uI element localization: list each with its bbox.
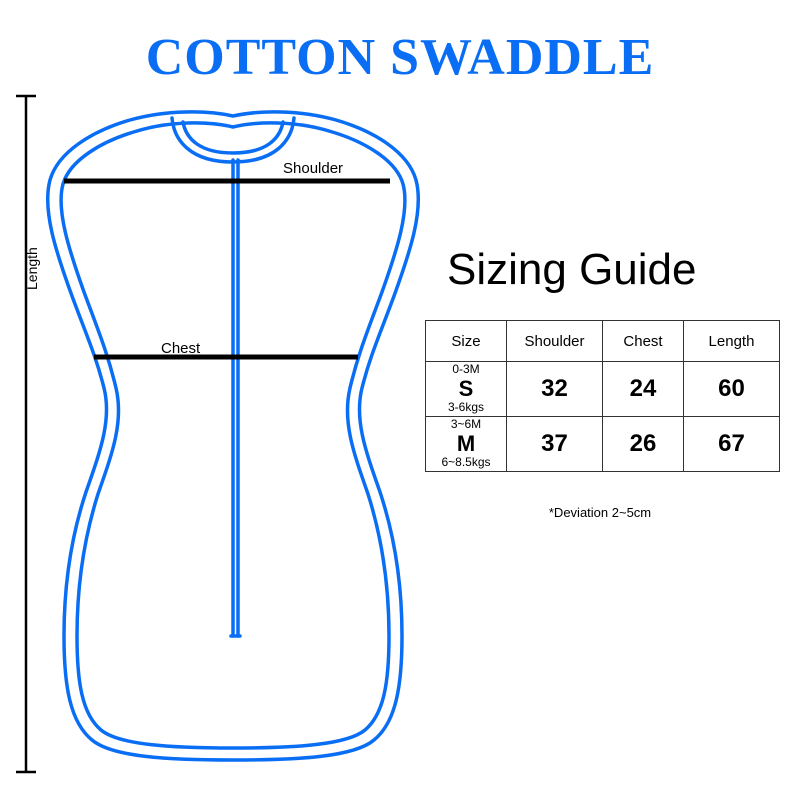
size-age: 3~6M [450, 417, 482, 432]
row-chest-m: 26 [603, 417, 684, 472]
size-letter: S [458, 375, 474, 401]
length-axis [16, 96, 36, 772]
size-letter: M [456, 430, 476, 456]
page-title: COTTON SWADDLE [145, 29, 655, 86]
size-weight: 3-6kgs [447, 400, 485, 415]
row-size-s [426, 362, 507, 417]
row-length-s: 60 [684, 362, 780, 417]
header-chest: Chest [603, 321, 684, 362]
row-shoulder-m: 37 [507, 417, 603, 472]
header-size: Size [426, 321, 507, 362]
length-label: Length [24, 247, 40, 290]
header-shoulder: Shoulder [507, 321, 603, 362]
size-weight: 6~8.5kgs [441, 455, 491, 470]
table-row [426, 362, 780, 417]
deviation-note: *Deviation 2~5cm [548, 505, 652, 520]
row-length-m: 67 [684, 417, 780, 472]
row-size-m [426, 417, 507, 472]
header-length: Length [684, 321, 780, 362]
table-header-row [426, 321, 780, 362]
shoulder-label: Shoulder [283, 160, 344, 177]
sizing-guide-heading: Sizing Guide [447, 245, 697, 294]
sizing-table-wrapper [425, 320, 775, 472]
row-chest-s: 24 [603, 362, 684, 417]
size-age: 0-3M [452, 362, 480, 377]
table-row [426, 417, 780, 472]
chest-label: Chest [161, 340, 201, 357]
row-shoulder-s: 32 [507, 362, 603, 417]
sizing-table [425, 320, 780, 472]
garment-outline [48, 112, 419, 760]
